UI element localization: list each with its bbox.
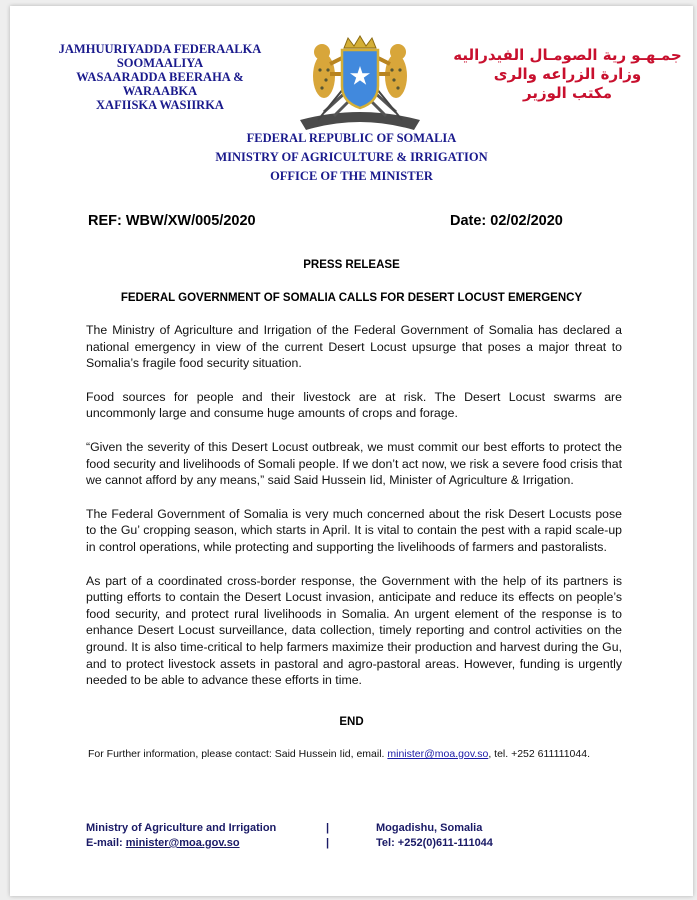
paragraph: The Ministry of Agriculture and Irrigation of the Federal Government of Somalia has declared a national emergency in view of the current Desert Locust upsurge that poses a major threat to Somalia’s fragile food security situation.	[86, 323, 622, 371]
reference-row	[88, 213, 588, 229]
footer-separator: |	[326, 822, 330, 834]
document-page	[10, 6, 693, 896]
arabic-header	[450, 46, 685, 103]
english-header-line: FEDERAL REPUBLIC OF SOMALIA	[246, 131, 457, 145]
paragraph: As part of a coordinated cross-border response, the Government with the help of its partners is putting efforts to contain the Desert Locust invasion, anticipate and reduce its effects on people’s food security, and protect rural livelihoods in Somalia. An urgent element of the response is to enhance Desert Locust surveillance, data collection, timely reporting and control activities on the ground. It is also time-critical to help farmers maximize their production and harvest during the Gu, and to protect livestock assets in pastoral and agro-pastoral areas. However, funding is urgently needed to be able to advance these efforts in time.	[86, 573, 622, 688]
coat-of-arms-emblem	[294, 34, 426, 134]
paragraph: “Given the severity of this Desert Locust outbreak, we must commit our best efforts to protect the food security and livelihoods of Somali people. If we don’t act now, we risk a severe food crisis that we cannot afford by any means,” said Said Hussein Iid, Minister of Agriculture & Irrigation.	[86, 439, 622, 488]
footer-org: Ministry of Agriculture and Irrigation	[86, 822, 277, 834]
footer-city: Mogadishu, Somalia	[376, 822, 483, 834]
footer-email	[86, 836, 240, 851]
english-header-line: OFFICE OF THE MINISTER	[270, 169, 433, 183]
arabic-header-line: جمـهـو رية الصومـال الفيدراليه	[453, 46, 682, 64]
paragraph: The Federal Government of Somalia is very much concerned about the risk Desert Locusts pose to the Gu’ cropping season, which starts in April. It is vital to contain the pest with a rapid scale-up in control operations, while protecting and supporting the livelihoods of farmers and pastoralists.	[86, 506, 622, 554]
contact-email-link[interactable]: minister@moa.gov.so	[387, 748, 489, 760]
somali-header	[40, 42, 280, 112]
english-header-line: MINISTRY OF AGRICULTURE & IRRIGATION	[215, 150, 488, 164]
arabic-header-line: مكتب الوزير	[522, 84, 612, 102]
english-header	[10, 129, 693, 186]
somali-header-line: SOOMAALIYA	[116, 56, 204, 70]
somali-header-line: XAFIISKA WASIIRKA	[96, 98, 224, 112]
body-text	[86, 322, 622, 706]
somali-header-line: JAMHUURIYADDA FEDERAALKA	[58, 42, 262, 56]
footer	[86, 821, 606, 851]
contact-line	[88, 748, 648, 760]
contact-prefix: For Further information, please contact: Said Hussein Iid, email.	[88, 748, 388, 760]
leopard-right-icon	[376, 44, 407, 98]
footer-email-link[interactable]: minister@moa.gov.so	[125, 837, 240, 849]
document-date: Date: 02/02/2020	[450, 213, 563, 229]
footer-tel: Tel: +252(0)611-111044	[376, 837, 493, 849]
paragraph: Food sources for people and their livestock are at risk. The Desert Locust swarms are uncommonly large and consume huge amounts of crops and forage.	[86, 389, 622, 421]
end-label: END	[339, 716, 364, 728]
leopard-left-icon	[313, 44, 344, 98]
press-release-label: PRESS RELEASE	[303, 259, 400, 271]
arabic-header-line: وزارة الزراعه والرى	[493, 65, 642, 83]
contact-suffix: , tel. +252 611111044.	[488, 748, 590, 760]
somali-header-line: WASAARADDA BEERAHA & WARAABKA	[76, 70, 244, 98]
headline: FEDERAL GOVERNMENT OF SOMALIA CALLS FOR DESERT LOCUST EMERGENCY	[120, 292, 583, 304]
footer-separator: |	[326, 837, 330, 849]
footer-email-label: E-mail:	[86, 837, 126, 849]
reference-number: REF: WBW/XW/005/2020	[88, 213, 256, 229]
